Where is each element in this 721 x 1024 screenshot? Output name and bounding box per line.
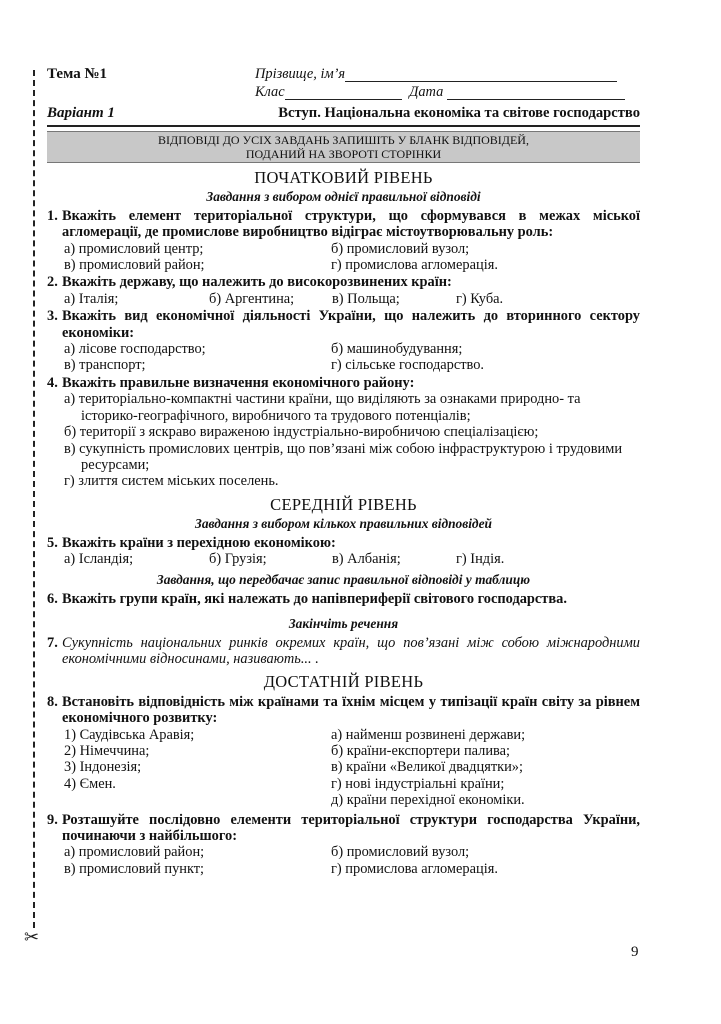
section-title: Вступ. Національна економіка та світове господарство: [278, 105, 640, 121]
header-row-2: [47, 84, 640, 102]
match-right-c: в) країни «Великої двадцятки»;: [331, 759, 524, 776]
question-5-options: [47, 551, 640, 567]
match-right-a: а) найменш розвинені держави;: [331, 726, 526, 743]
surname-field[interactable]: [345, 68, 617, 82]
option-b: б) Аргентина;: [209, 290, 295, 307]
option-c: в) промисловий пункт;: [64, 860, 205, 877]
option-b: б) території з яскраво вираженою індустріально-виробничою спеціалізацією;: [64, 424, 539, 441]
question-8: [47, 694, 640, 727]
question-2-options: [47, 291, 640, 307]
surname-label: Прізвище, ім’я: [255, 66, 346, 82]
cut-line: [33, 70, 35, 928]
match-left-3: 3) Індонезія;: [64, 759, 142, 776]
option-d: г) промислова агломерація.: [331, 860, 498, 877]
option-a: а) лісове господарство;: [64, 341, 206, 358]
class-label: Клас: [255, 84, 285, 100]
match-left-1: 1) Саудівська Аравія;: [64, 726, 195, 743]
option-d: г) Індія.: [456, 550, 505, 567]
header-row-1: [47, 66, 640, 84]
option-b: б) промисловий вузол;: [331, 844, 470, 861]
subhead-several-correct: Завдання з вибором кількох правильних відповідей: [195, 516, 492, 532]
subhead-finish-sentence: Закінчіть речення: [288, 616, 399, 632]
match-right-d: г) нові індустріальні країни;: [331, 775, 505, 792]
question-6: [47, 591, 640, 607]
date-field[interactable]: [447, 86, 625, 100]
option-a: а) Італія;: [64, 290, 119, 307]
question-number: 5.: [47, 534, 58, 551]
option-b: б) промисловий вузол;: [331, 240, 470, 257]
match-right-e: д) країни перехідної економіки.: [331, 792, 525, 809]
option-d: г) злиття систем міських поселень.: [64, 473, 279, 490]
option-a: а) промисловий центр;: [64, 240, 204, 257]
question-text: Встановіть відповідність між країнами та їхнім місцем у типізації країн світу за рівнем економічного розвитку:: [62, 693, 640, 727]
date-label: Дата: [409, 84, 444, 100]
question-2: [47, 274, 640, 290]
subhead-table-answer: Завдання, що передбачає запис правильної відповіді у таблицю: [156, 572, 531, 588]
option-c: в) Польща;: [332, 290, 400, 307]
question-text: Вкажіть правильне визначення економічного району:: [62, 374, 415, 391]
page-number: 9: [631, 944, 639, 960]
option-b: б) машинобудування;: [331, 341, 463, 358]
question-number: 1.: [47, 207, 58, 224]
option-a: а) Ісландія;: [64, 550, 134, 567]
variant-label: Варіант 1: [47, 105, 115, 121]
question-9-options: [47, 844, 640, 877]
level-middle: СЕРЕДНІЙ РІВЕНЬ: [270, 494, 417, 514]
question-9: [47, 812, 640, 845]
match-right-b: б) країни-експортери палива;: [331, 743, 511, 759]
header-row-3: [47, 105, 640, 123]
scissors-icon: ✂: [24, 927, 40, 947]
header-divider: [47, 125, 640, 127]
question-3: [47, 308, 640, 341]
question-text: Розташуйте послідовно елементи територіальної структури господарства України, починаючи з найбільшого:: [62, 811, 640, 845]
class-field[interactable]: [285, 86, 402, 100]
question-5: [47, 535, 640, 551]
question-3-options: [47, 341, 640, 374]
question-number: 4.: [47, 374, 58, 391]
subhead-one-correct: Завдання з вибором однієї правильної відповіді: [206, 189, 481, 205]
match-left-2: 2) Німеччина;: [64, 743, 150, 759]
question-text: Вкажіть державу, що належить до високорозвинених країн:: [62, 274, 452, 291]
notice-line-2: ПОДАНИЙ НА ЗВОРОТІ СТОРІНКИ: [245, 147, 442, 161]
match-left-4: 4) Ємен.: [64, 775, 116, 792]
option-a: а) територіально-компактні частини країни, що виділяють за ознаками природно- та історико-географічного, виробничого та трудового потенціалів;: [64, 391, 581, 424]
notice-line-1: ВІДПОВІДІ ДО УСІХ ЗАВДАНЬ ЗАПИШІТЬ У БЛАНК ВІДПОВІДЕЙ,: [158, 133, 529, 147]
question-number: 2.: [47, 274, 58, 291]
question-text: Сукупність національних ринків окремих країн, що пов’язані між собою міжнародними економічними відносинами, називають... .: [62, 634, 640, 667]
question-number: 8.: [47, 693, 58, 710]
question-7: [47, 635, 640, 668]
question-number: 6.: [47, 590, 58, 607]
option-d: г) промислова агломерація.: [331, 257, 498, 274]
option-c: в) Албанія;: [332, 550, 401, 567]
question-4: [47, 375, 640, 391]
question-number: 7.: [47, 634, 58, 651]
option-a: а) промисловий район;: [64, 844, 205, 861]
option-d: г) сільське господарство.: [331, 357, 485, 374]
worksheet: [47, 66, 640, 877]
question-text: Вкажіть групи країн, які належать до напівпериферії світового господарства.: [62, 590, 567, 607]
question-8-matching: [47, 727, 640, 809]
question-text: Вкажіть елемент територіальної структури, що сформувався в межах міської агломерації, де промислове виробництво відіграє містоутворювальну роль:: [62, 207, 640, 241]
answer-sheet-notice: [47, 131, 640, 163]
option-d: г) Куба.: [456, 290, 504, 307]
option-c: в) транспорт;: [64, 357, 146, 374]
question-1: [47, 208, 640, 241]
option-c: в) сукупність промислових центрів, що пов’язані між собою інфраструктурою і трудовими ресурсами;: [64, 440, 623, 473]
level-sufficient: ДОСТАТНІЙ РІВЕНЬ: [263, 672, 424, 692]
level-initial: ПОЧАТКОВИЙ РІВЕНЬ: [254, 168, 433, 187]
question-text: Вкажіть країни з перехідною економікою:: [62, 534, 336, 551]
question-number: 3.: [47, 308, 58, 325]
question-text: Вкажіть вид економічної діяльності України, що належить до вторинного сектору економіки:: [62, 308, 640, 341]
question-1-options: [47, 241, 640, 274]
option-b: б) Грузія;: [209, 550, 267, 567]
theme-label: Тема №1: [47, 66, 108, 82]
option-c: в) промисловий район;: [64, 257, 205, 274]
question-number: 9.: [47, 811, 58, 828]
question-4-options: [47, 391, 640, 489]
